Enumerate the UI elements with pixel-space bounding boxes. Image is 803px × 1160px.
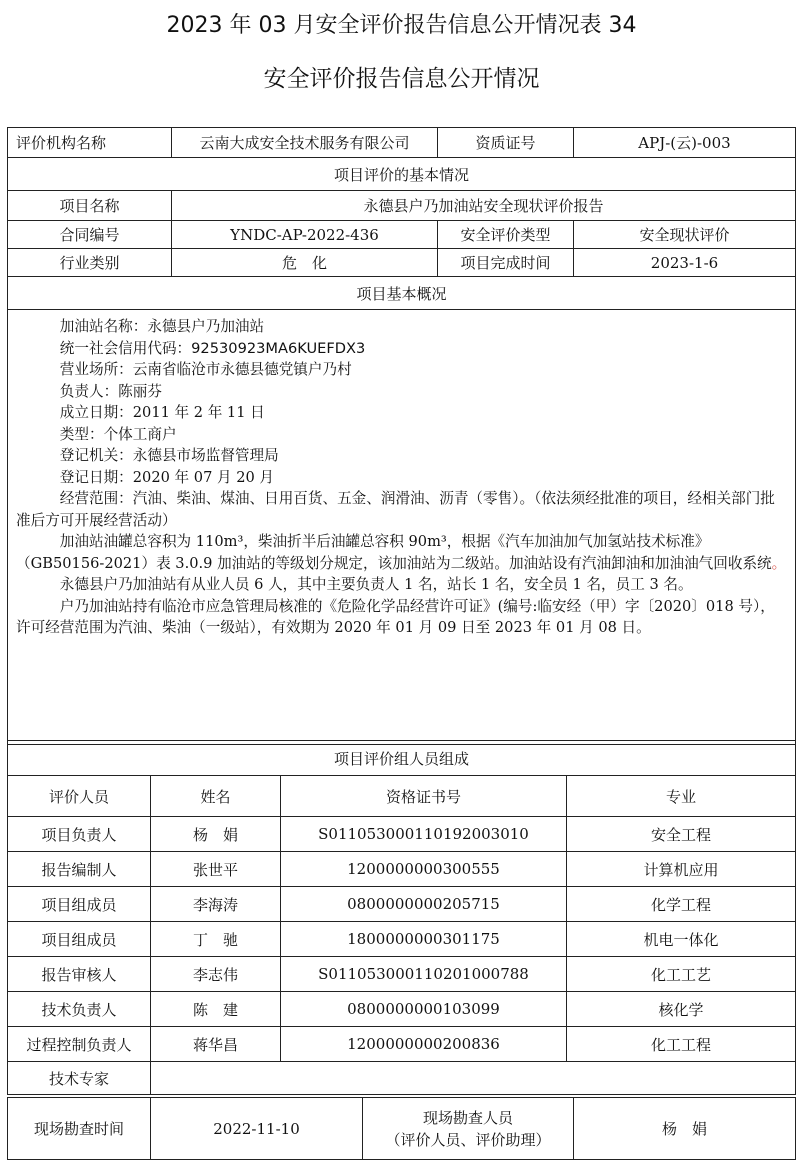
team-major: 核化学 [567,992,796,1027]
industry-row [8,249,796,277]
project-name-label: 项目名称 [8,191,172,221]
team-table [7,740,796,1095]
team-header-role: 评价人员 [8,776,151,817]
overview-reg-date: 登记日期：2020 年 07 月 20 月 [59,468,275,486]
team-cert: 1800000000301175 [281,922,567,957]
team-header-major: 专业 [567,776,796,817]
cert-value: APJ-(云)-003 [574,128,796,158]
overview-tank-capacity-end: 。 [771,554,787,572]
survey-table [7,1097,796,1160]
team-section-heading: 项目评价组人员组成 [8,741,796,776]
team-role: 报告审核人 [8,957,151,992]
team-major: 机电一体化 [567,922,796,957]
cert-label: 资质证号 [438,128,574,158]
org-label: 评价机构名称 [8,128,172,158]
team-header-name: 姓名 [151,776,281,817]
team-role: 过程控制负责人 [8,1027,151,1062]
industry-value: 危 化 [172,249,438,277]
overview-registrar: 登记机关：永德县市场监督管理局 [59,447,279,464]
overview-tank-capacity [16,531,787,574]
team-cert: S011053000110201000788 [281,957,567,992]
team-role: 技术负责人 [8,992,151,1027]
document-title: 2023 年 03 月安全评价报告信息公开情况表 34 [166,13,637,38]
team-major: 计算机应用 [567,852,796,887]
table-row [8,992,796,1027]
team-name: 陈 建 [151,992,281,1027]
team-cert: 0800000000205715 [281,887,567,922]
table-row [8,922,796,957]
overview-tank-capacity-text: 加油站油罐总容积为 110m³，柴油折半后油罐总容积 90m³，根据《汽车加油加气加氢站技术标准》（GB50156-2021）表 3.0.9 加油站的等级划分规定，该加油站为二级站。加油站设有汽油卸油和加油油气回收系统 [16,533,772,572]
contract-row [8,221,796,249]
survey-row [8,1098,796,1160]
team-cert: 1200000000300555 [281,852,567,887]
team-cert: 1200000000200836 [281,1027,567,1062]
table-row [8,957,796,992]
team-major: 化学工程 [567,887,796,922]
table-row [8,1027,796,1062]
overview-founded: 成立日期：2011 年 2 年 11 日 [59,404,265,421]
survey-time-label: 现场勘查时间 [8,1098,151,1160]
overview-station-name: 加油站名称：永德县户乃加油站 [59,318,265,335]
expert-row [8,1062,796,1095]
team-name: 蒋华昌 [151,1027,281,1062]
industry-label: 行业类别 [8,249,172,277]
team-name: 杨 娟 [151,817,281,852]
basic-info-table [7,127,796,745]
basic-section-row [8,158,796,191]
contract-label: 合同编号 [8,221,172,249]
team-header-row [8,776,796,817]
basic-section-heading: 项目评价的基本情况 [8,158,796,191]
overview-row [8,310,796,745]
project-name-row [8,191,796,221]
team-header-cert: 资格证书号 [281,776,567,817]
eval-type-value: 安全现状评价 [574,221,796,249]
team-name: 丁 驰 [151,922,281,957]
team-major: 化工工程 [567,1027,796,1062]
overview-manager: 负责人：陈丽芬 [59,382,162,400]
complete-label: 项目完成时间 [438,249,574,277]
team-role: 项目负责人 [8,817,151,852]
org-value: 云南大成安全技术服务有限公司 [172,128,438,158]
survey-staff-label [363,1098,574,1160]
overview-text [8,310,796,745]
survey-staff-label-line1: 现场勘查人员 [422,1108,513,1127]
project-name-value: 永德县户乃加油站安全现状评价报告 [172,191,796,221]
contract-value: YNDC-AP-2022-436 [172,221,438,249]
org-row [8,128,796,158]
overview-section-row [8,277,796,310]
team-section-row [8,741,796,776]
team-role: 项目组成员 [8,887,151,922]
overview-business-scope: 经营范围：汽油、柴油、煤油、日用百货、五金、润滑油、沥青（零售）。（依法须经批准的项目，经相关部门批准后方可开展经营活动） [16,490,775,529]
overview-license: 户乃加油站持有临沧市应急管理局核准的《危险化学品经营许可证》(编号:临安经（甲）字〔2020〕018 号），许可经营范围为汽油、柴油（一级站），有效期为 2020 年 01 月 09 日至 2023 年 01 月 08 日。 [16,597,775,636]
team-major: 化工工艺 [567,957,796,992]
team-cert: S011053000110192003010 [281,817,567,852]
overview-type: 类型：个体工商户 [59,425,177,443]
survey-time-value: 2022-11-10 [151,1098,363,1160]
expert-label: 技术专家 [8,1062,151,1095]
team-role: 报告编制人 [8,852,151,887]
team-name: 张世平 [151,852,281,887]
table-row [8,852,796,887]
survey-staff-label-line2: （评价人员、评价助理） [385,1130,551,1149]
complete-value: 2023-1-6 [574,249,796,277]
team-name: 李志伟 [151,957,281,992]
team-name: 李海涛 [151,887,281,922]
table-row [8,887,796,922]
team-cert: 0800000000103099 [281,992,567,1027]
expert-value [151,1062,796,1095]
overview-staff: 永德县户乃加油站有从业人员 6 人，其中主要负责人 1 名，站长 1 名，安全员 1 名，员工 3 名。 [59,576,693,593]
document-subtitle: 安全评价报告信息公开情况 [263,66,540,92]
eval-type-label: 安全评价类型 [438,221,574,249]
team-major: 安全工程 [567,817,796,852]
table-row [8,817,796,852]
overview-credit-code: 统一社会信用代码：92530923MA6KUEFDX3 [59,339,366,357]
overview-section-heading: 项目基本概况 [8,277,796,310]
overview-address: 营业场所：云南省临沧市永德县德党镇户乃村 [59,361,352,378]
survey-staff-value: 杨 娟 [574,1098,796,1160]
team-role: 项目组成员 [8,922,151,957]
